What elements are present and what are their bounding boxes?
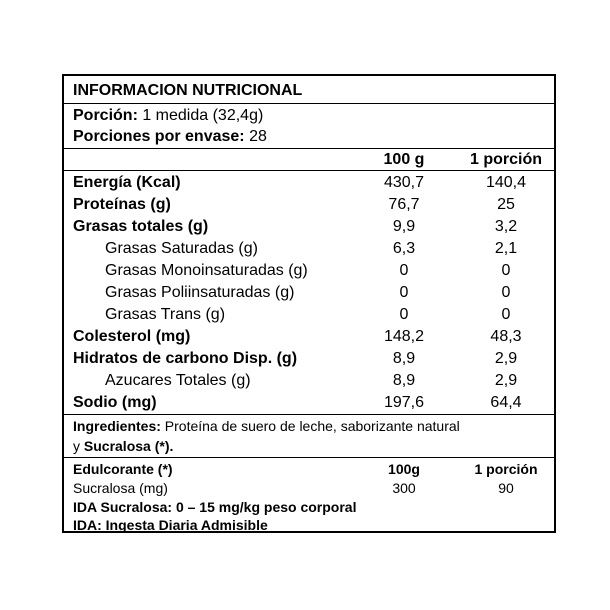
nutrient-name: Grasas Poliinsaturadas (g) [105, 284, 295, 301]
nutrient-value-100g: 197,6 [383, 394, 425, 411]
nutrient-name: Colesterol (mg) [73, 328, 191, 345]
nutrient-row-cholesterol [64, 326, 554, 348]
nutrient-name: Proteínas (g) [73, 196, 171, 213]
ingredients-suffix: (*). [150, 438, 174, 454]
portion-row [64, 105, 554, 126]
nutrient-name: Grasas Saturadas (g) [105, 240, 258, 257]
ida-definition-text: IDA: Ingesta Diaria Admisible [73, 516, 268, 533]
servings-value: 28 [244, 127, 267, 145]
nutrient-name: Azucares Totales (g) [105, 372, 251, 389]
nutrient-row-sugars [64, 370, 554, 392]
nutrient-value-portion: 0 [501, 306, 511, 323]
ida-sucralosa-text: IDA Sucralosa: 0 – 15 mg/kg peso corporal [73, 498, 357, 515]
nutrient-value-portion: 2,1 [494, 240, 518, 257]
ingredients-label: Ingredientes: [73, 418, 161, 434]
divider [64, 170, 554, 171]
sweetener-name: Sucralosa (mg) [73, 479, 168, 496]
nutrient-value-100g: 76,7 [388, 196, 420, 213]
nutrient-name: Sodio (mg) [73, 394, 157, 411]
divider [64, 457, 554, 458]
nutrient-row-protein [64, 194, 554, 216]
ingredients-line-1 [64, 416, 554, 436]
nutrient-value-100g: 0 [399, 306, 409, 323]
nutrient-row-poly-fat [64, 282, 554, 304]
nutrient-value-100g: 148,2 [383, 328, 425, 345]
nutrient-value-portion: 2,9 [494, 350, 518, 367]
sweetener-value-portion: 90 [498, 479, 514, 496]
nutrient-value-portion: 64,4 [490, 394, 522, 411]
nutrient-value-100g: 8,9 [392, 372, 416, 389]
nutrient-value-100g: 0 [399, 284, 409, 301]
servings-label: Porciones por envase: [73, 127, 245, 145]
servings-row [64, 126, 554, 147]
title-row [64, 80, 554, 102]
nutrient-value-portion: 0 [501, 262, 511, 279]
nutrient-value-portion: 2,9 [494, 372, 518, 389]
nutrient-value-portion: 25 [497, 196, 515, 213]
servings-text [73, 128, 267, 146]
ingredients-sweetener: Sucralosa [83, 438, 151, 454]
nutrient-value-100g: 8,9 [392, 350, 416, 367]
nutrient-row-carbohydrates [64, 348, 554, 370]
sweetener-header-name: Edulcorante (*) [73, 460, 173, 477]
divider [64, 414, 554, 415]
nutrient-value-portion: 140,4 [485, 174, 527, 191]
ingredients-list: Proteína de suero de leche, saborizante natural [160, 418, 460, 434]
portion-value: 1 medida (32,4g) [137, 106, 264, 124]
sweetener-header-portion: 1 porción [474, 460, 538, 477]
ida-definition-row [64, 516, 554, 533]
nutrient-value-100g: 6,3 [392, 240, 416, 257]
nutrient-value-portion: 0 [501, 284, 511, 301]
ida-sucralosa-row [64, 497, 554, 516]
nutrient-name: Grasas Monoinsaturadas (g) [105, 262, 308, 279]
sweetener-header-row [64, 459, 554, 478]
ingredients-prefix: y [73, 438, 84, 454]
label-title: INFORMACION NUTRICIONAL [73, 82, 303, 99]
nutrient-row-saturated-fat [64, 238, 554, 260]
ingredients-text [73, 418, 548, 434]
column-header-portion: 1 porción [469, 150, 542, 168]
nutrient-value-100g: 9,9 [392, 218, 416, 235]
nutrient-row-sodium [64, 392, 554, 414]
portion-text [73, 107, 263, 125]
nutrient-name: Hidratos de carbono Disp. (g) [73, 350, 298, 367]
nutrient-name: Energía (Kcal) [73, 174, 181, 191]
nutrient-row-total-fat [64, 216, 554, 238]
nutrient-name: Grasas Trans (g) [105, 306, 226, 323]
ingredients-line-2 [64, 436, 554, 456]
divider [64, 103, 554, 104]
nutrient-value-portion: 48,3 [490, 328, 522, 345]
sweetener-row [64, 478, 554, 497]
column-header-row [64, 149, 554, 170]
ingredients-text-cont [73, 438, 548, 454]
portion-label: Porción: [73, 106, 138, 124]
sweetener-value-100g: 300 [392, 479, 416, 496]
column-header-100g: 100 g [383, 150, 425, 168]
nutrient-value-100g: 430,7 [383, 174, 425, 191]
nutrient-row-trans-fat [64, 304, 554, 326]
nutrient-value-portion: 3,2 [494, 218, 518, 235]
sweetener-header-100g: 100g [388, 460, 420, 477]
nutrient-row-mono-fat [64, 260, 554, 282]
nutrient-name: Grasas totales (g) [73, 218, 209, 235]
nutrient-row-energy [64, 172, 554, 194]
nutrition-facts-label [62, 74, 556, 533]
nutrient-value-100g: 0 [399, 262, 409, 279]
